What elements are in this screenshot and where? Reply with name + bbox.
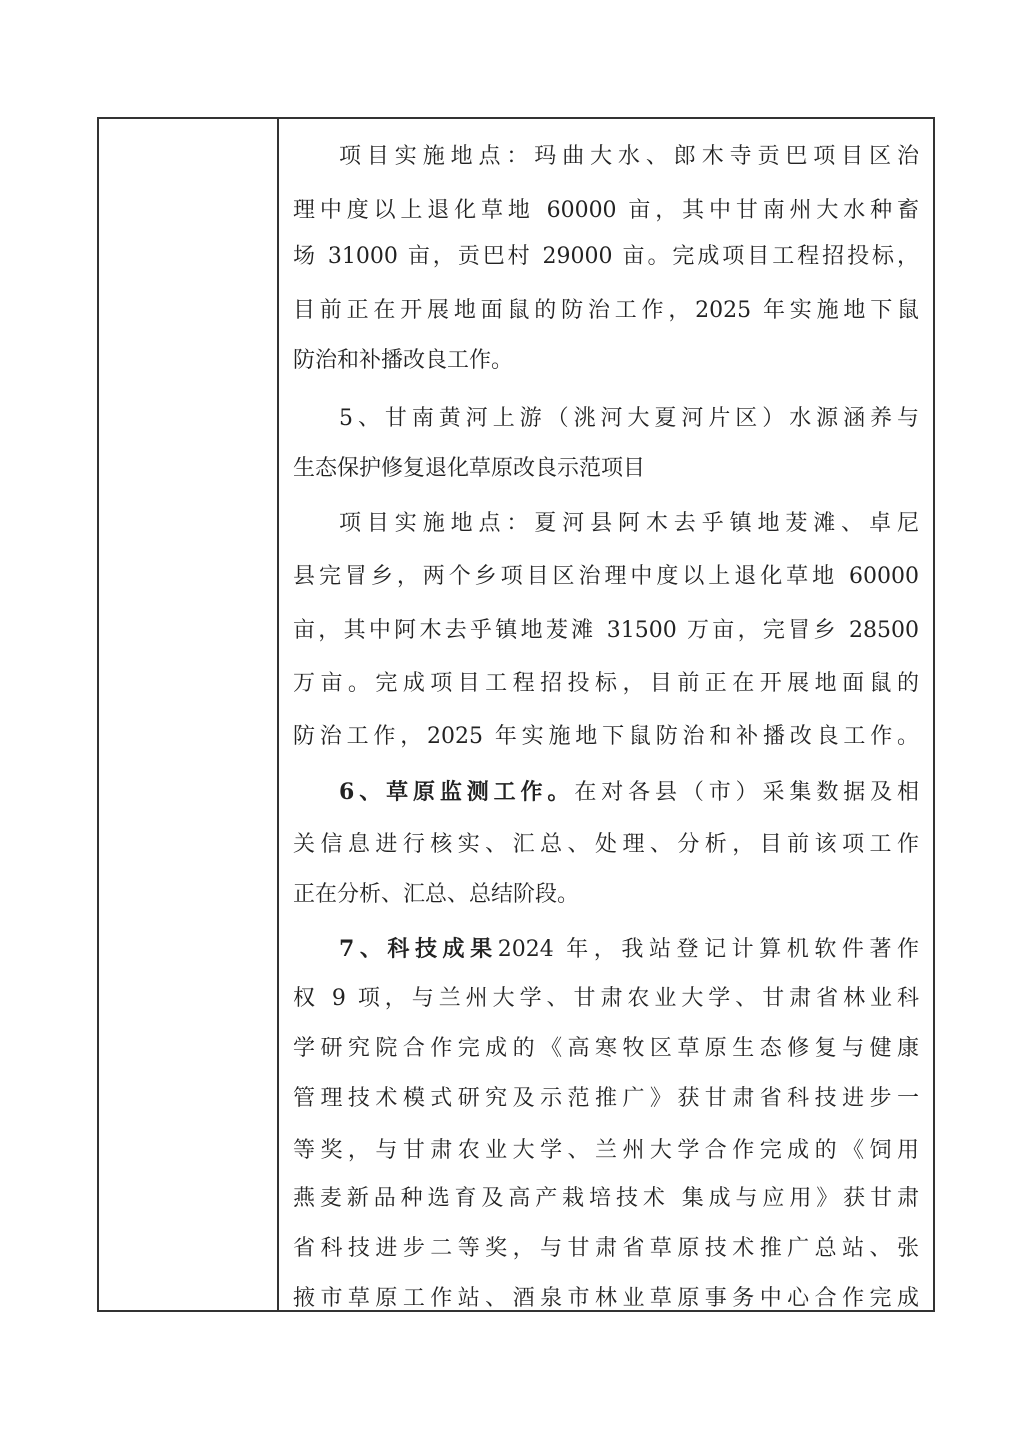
table-frame — [97, 117, 935, 1312]
text-line: 项目实施地点：夏河县阿木去乎镇地茇滩、卓尼 — [339, 511, 919, 536]
left-label-cell — [99, 119, 279, 1310]
text-line: 目前正在开展地面鼠的防治工作，2025 年实施地下鼠 — [293, 298, 919, 323]
text-line: 权 9 项，与兰州大学、甘肃农业大学、甘肃省林业科 — [293, 986, 919, 1011]
text-line: 管理技术模式研究及示范推广》获甘肃省科技进步一 — [293, 1086, 919, 1111]
item6-heading: 6、草原监测工作。 — [339, 779, 575, 805]
content-cell — [279, 119, 933, 1310]
text-line: 县完冒乡，两个乡项目区治理中度以上退化草地 60000 — [293, 564, 919, 589]
text-line: 学研究院合作完成的《高寒牧区草原生态修复与健康 — [293, 1036, 919, 1061]
item6-text: 在对各县（市）采集数据及相 — [574, 780, 919, 805]
item6-line — [293, 772, 919, 812]
item7-line — [293, 929, 919, 969]
item5-heading-line: 生态保护修复退化草原改良示范项目 — [293, 456, 646, 481]
text-line: 万亩。完成项目工程招投标，目前正在开展地面鼠的 — [293, 671, 919, 696]
item5-heading-line: 5、甘南黄河上游（洮河大夏河片区）水源涵养与 — [339, 406, 919, 431]
text-line: 防治工作，2025 年实施地下鼠防治和补播改良工作。 — [293, 724, 919, 749]
text-line: 掖市草原工作站、酒泉市林业草原事务中心合作完成 — [293, 1286, 919, 1311]
text-line: 亩，其中阿木去乎镇地茇滩 31500 万亩，完冒乡 28500 — [293, 618, 919, 643]
item7-text: 2024 年，我站登记计算机软件著作 — [497, 937, 920, 962]
text-line: 项目实施地点：玛曲大水、郎木寺贡巴项目区治 — [339, 144, 919, 169]
text-line: 理中度以上退化草地 60000 亩，其中甘南州大水种畜 — [293, 198, 919, 223]
text-line: 燕麦新品种选育及高产栽培技术 集成与应用》获甘肃 — [293, 1186, 919, 1211]
text-line: 正在分析、汇总、总结阶段。 — [293, 882, 580, 907]
text-line: 关信息进行核实、汇总、处理、分析，目前该项工作 — [293, 832, 919, 857]
text-line: 场 31000 亩，贡巴村 29000 亩。完成项目工程招投标， — [293, 244, 919, 269]
text-line: 防治和补播改良工作。 — [293, 348, 514, 373]
text-line: 省科技进步二等奖，与甘肃省草原技术推广总站、张 — [293, 1236, 919, 1261]
text-line: 等奖，与甘肃农业大学、兰州大学合作完成的《饲用 — [293, 1138, 919, 1163]
item7-heading: 7、科技成果 — [339, 936, 498, 962]
